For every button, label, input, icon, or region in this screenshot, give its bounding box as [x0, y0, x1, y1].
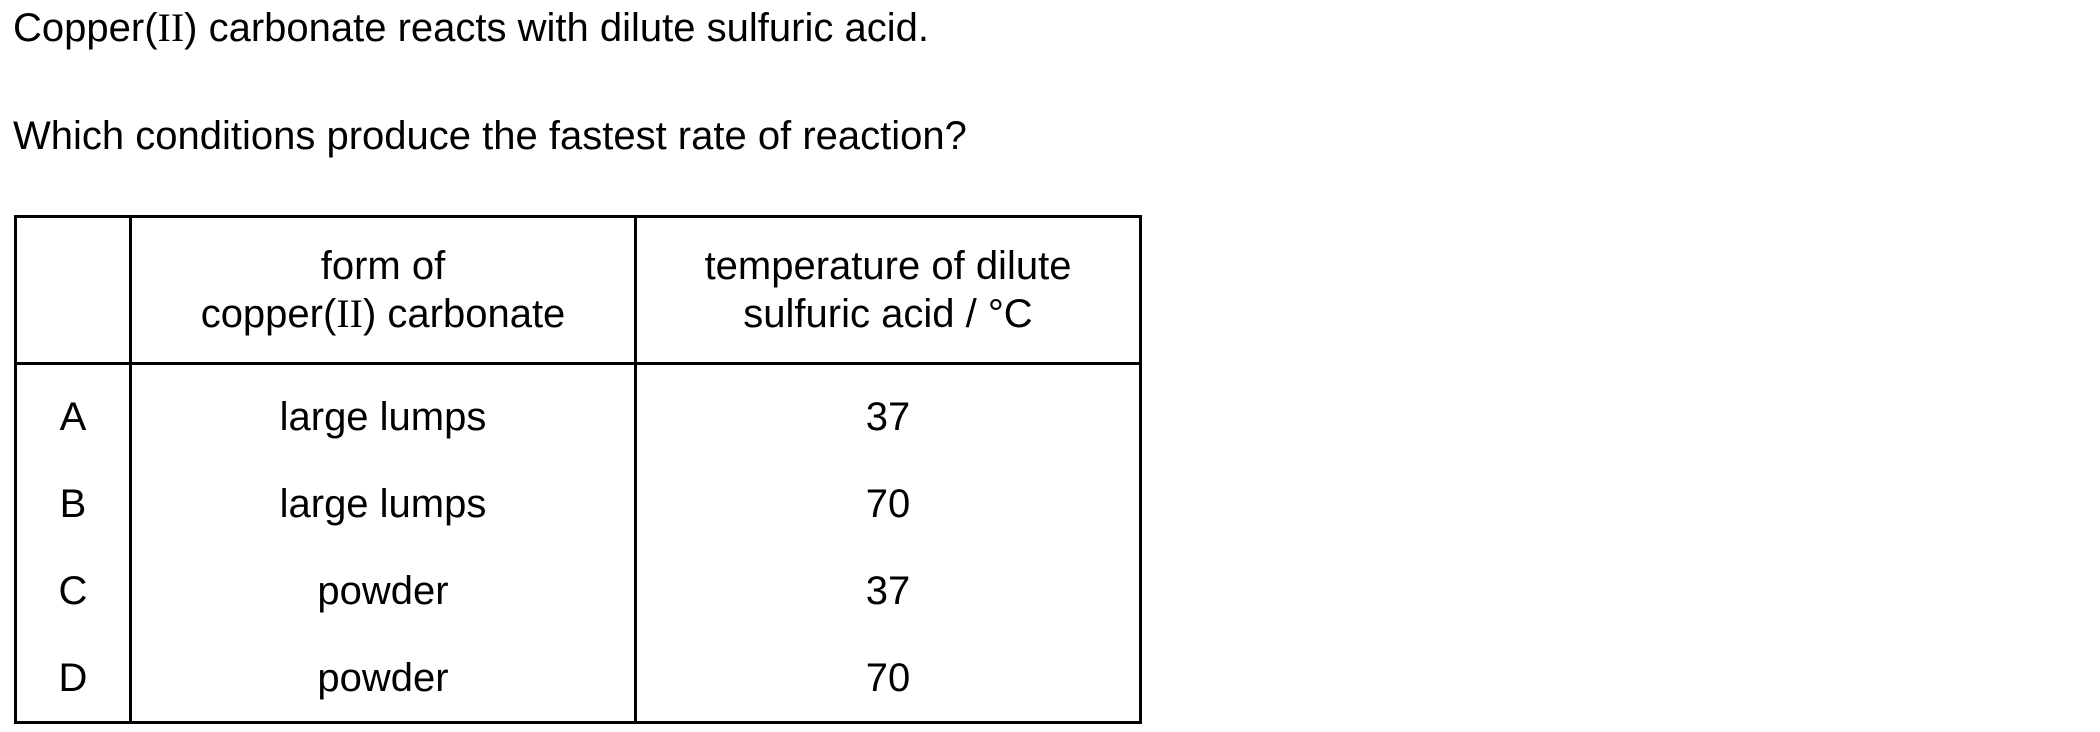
option-key: C — [16, 547, 131, 634]
option-form: powder — [131, 634, 636, 723]
option-temperature: 37 — [636, 547, 1141, 634]
table-row — [16, 547, 1141, 634]
header-temperature-cell — [636, 217, 1141, 364]
question-stem — [13, 4, 929, 52]
question-prompt: Which conditions produce the fastest rate of reaction? — [13, 114, 967, 158]
header-form-line2-end: ) carbonate — [362, 292, 566, 336]
header-form-line1: form of — [320, 244, 446, 288]
header-form-line2-start: copper( — [200, 292, 337, 336]
options-table — [14, 215, 1142, 724]
option-temperature: 70 — [636, 634, 1141, 723]
option-key: D — [16, 634, 131, 723]
table-row — [16, 634, 1141, 723]
option-form: large lumps — [131, 364, 636, 461]
table-row — [16, 460, 1141, 547]
option-form: powder — [131, 547, 636, 634]
option-key: B — [16, 460, 131, 547]
header-temperature-line1: temperature of dilute — [704, 244, 1072, 288]
stem-text-end: ) carbonate reacts with dilute sulfuric acid. — [184, 6, 929, 50]
option-key: A — [16, 364, 131, 461]
header-temperature-line2: sulfuric acid / °C — [743, 292, 1033, 336]
option-temperature: 70 — [636, 460, 1141, 547]
option-form: large lumps — [131, 460, 636, 547]
table-row — [16, 364, 1141, 461]
stem-text-start: Copper( — [13, 6, 158, 50]
stem-roman-numeral: II — [157, 5, 185, 50]
table-header-row — [16, 217, 1141, 364]
header-roman-numeral: II — [336, 291, 363, 336]
header-form-line2 — [201, 292, 566, 336]
option-temperature: 37 — [636, 364, 1141, 461]
header-key-cell — [16, 217, 131, 364]
header-form-cell — [131, 217, 636, 364]
